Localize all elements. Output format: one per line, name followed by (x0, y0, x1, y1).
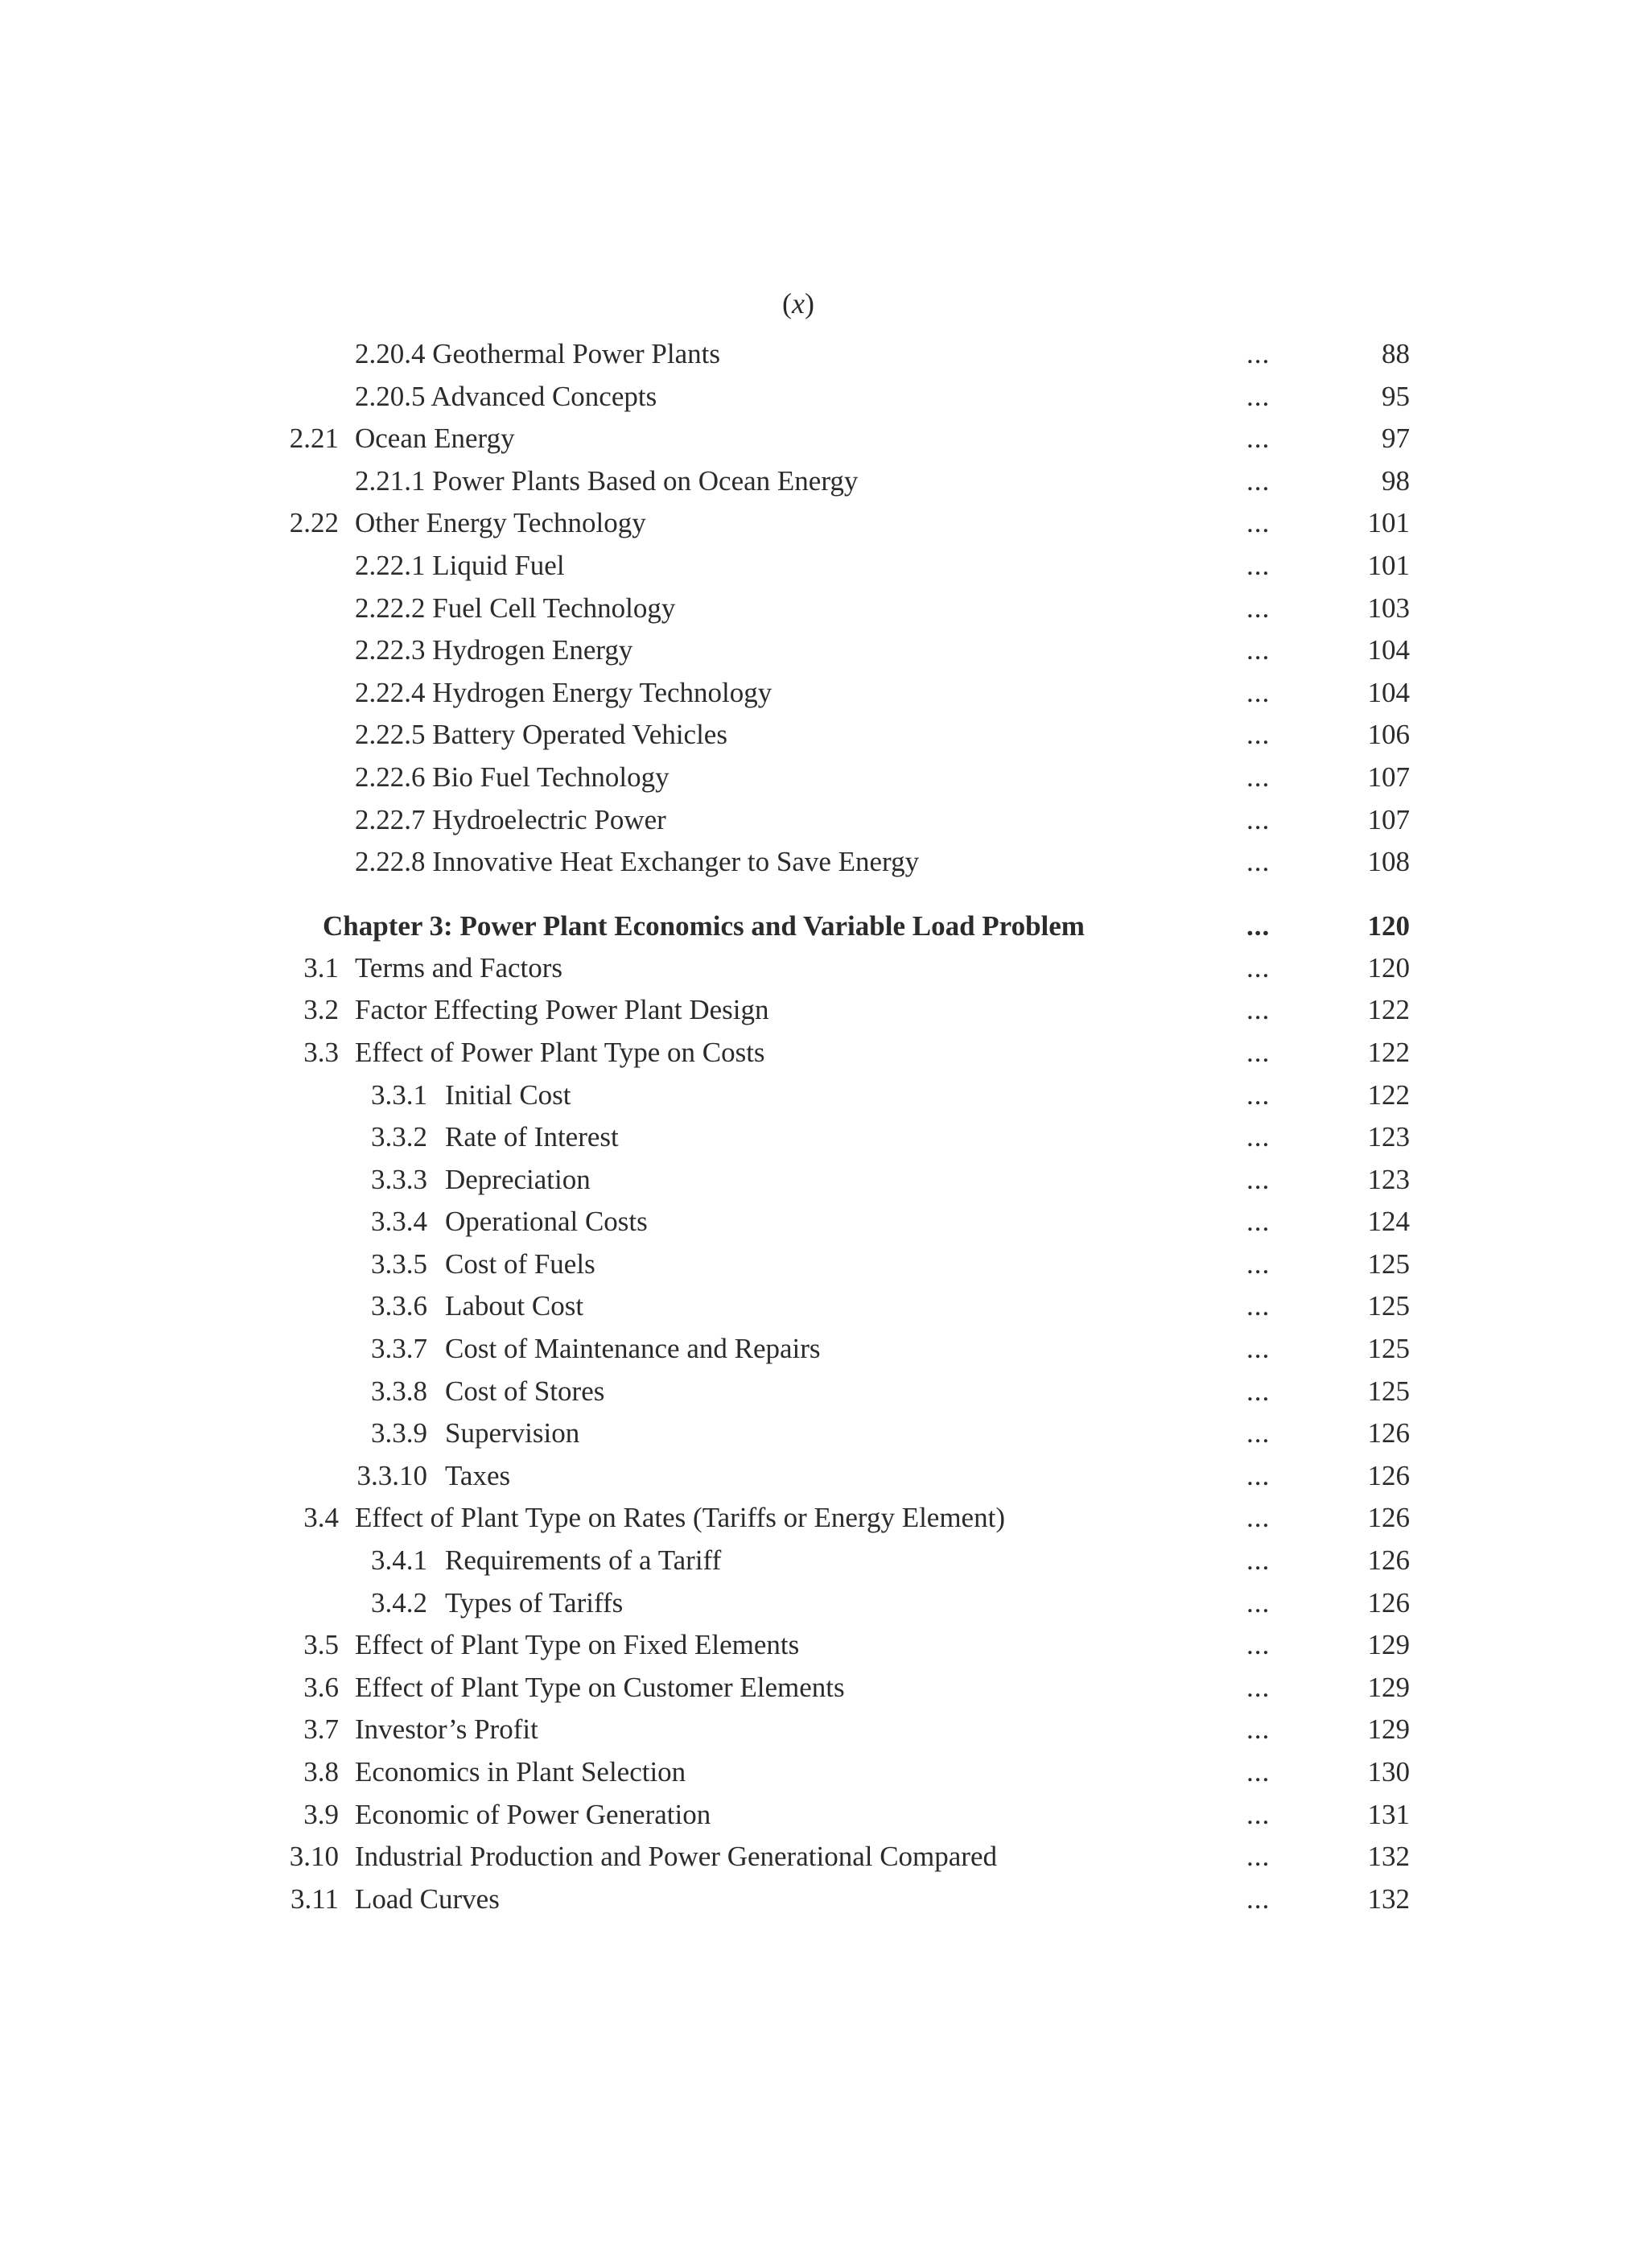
toc-entry-title: Economic of Power Generation (355, 1798, 711, 1830)
toc-leader-dots: ... (1246, 803, 1271, 835)
toc-entry (0, 1667, 1648, 1709)
toc-page-number: 123 (1367, 1121, 1410, 1153)
toc-entry-number: 3.3.8 (371, 1375, 427, 1407)
toc-leader-dots: ... (1246, 634, 1271, 666)
toc-entry-title: Initial Cost (445, 1078, 571, 1111)
toc-entry-title: Labout Cost (445, 1290, 584, 1322)
page-number (0, 287, 1622, 320)
toc-entry (0, 545, 1648, 588)
toc-entry-title: 2.22.7 Hydroelectric Power (355, 803, 666, 835)
toc-page-number: 106 (1367, 719, 1410, 751)
toc-leader-dots: ... (1246, 719, 1271, 751)
toc-entry-number: 3.7 (303, 1713, 339, 1746)
toc-entry-number: 3.1 (303, 951, 339, 983)
toc-entry-title: Other Energy Technology (355, 507, 646, 539)
toc-entry (0, 1412, 1648, 1455)
toc-entry (0, 1582, 1648, 1625)
toc-leader-dots: ... (1246, 1544, 1271, 1577)
toc-entry (0, 1201, 1648, 1243)
toc-entry (0, 841, 1648, 884)
toc-entry (0, 1497, 1648, 1540)
toc-entry-number: 3.3.4 (371, 1206, 427, 1238)
toc-page-number: 107 (1367, 761, 1410, 793)
toc-leader-dots: ... (1246, 1586, 1271, 1619)
toc-entry (0, 1116, 1648, 1159)
toc-entry-number: 3.4.1 (371, 1544, 427, 1577)
toc-entry-number: 3.3.7 (371, 1333, 427, 1365)
toc-entry-title: Effect of Power Plant Type on Costs (355, 1036, 765, 1068)
toc-entry (0, 588, 1648, 630)
toc-entry-number: 2.22 (289, 507, 339, 539)
toc-page-number: 126 (1367, 1586, 1410, 1619)
toc-page-number: 132 (1367, 1882, 1410, 1915)
toc-entry (0, 1624, 1648, 1667)
toc-leader-dots: ... (1246, 507, 1271, 539)
toc-entry (0, 1878, 1648, 1921)
toc-entry (0, 799, 1648, 842)
toc-leader-dots: ... (1246, 1798, 1271, 1830)
toc-entry-title: Operational Costs (445, 1206, 648, 1238)
toc-leader-dots: ... (1246, 1247, 1271, 1280)
toc-entry-title: Chapter 3: Power Plant Economics and Variable Load Problem (323, 909, 1085, 942)
toc-entry-title: 2.20.5 Advanced Concepts (355, 380, 657, 412)
toc-entry-title: Effect of Plant Type on Rates (Tariffs or Energy Element) (355, 1502, 1005, 1534)
toc-entry-number: 3.3.1 (371, 1078, 427, 1111)
toc-page-number: 129 (1367, 1671, 1410, 1703)
toc-page-number: 132 (1367, 1841, 1410, 1873)
toc-entry-number: 3.11 (290, 1882, 339, 1915)
toc-entry-title: Depreciation (445, 1163, 591, 1195)
toc-leader-dots: ... (1246, 1290, 1271, 1322)
toc-page-number: 101 (1367, 507, 1410, 539)
toc-entry-title: 2.22.3 Hydrogen Energy (355, 634, 633, 666)
toc-entry-title: 2.22.2 Fuel Cell Technology (355, 592, 676, 624)
toc-entry (0, 629, 1648, 672)
toc-leader-dots: ... (1246, 951, 1271, 983)
toc-leader-dots: ... (1246, 846, 1271, 878)
toc-entry-title: Cost of Maintenance and Repairs (445, 1333, 821, 1365)
toc-entry-number: 2.21 (289, 423, 339, 455)
toc-page-number: 125 (1367, 1333, 1410, 1365)
toc-entry-title: 2.20.4 Geothermal Power Plants (355, 338, 720, 369)
toc-entry-number: 3.8 (303, 1756, 339, 1788)
toc-entry-title: Terms and Factors (355, 951, 563, 983)
toc-leader-dots: ... (1246, 1163, 1271, 1195)
toc-leader-dots: ... (1246, 994, 1271, 1026)
toc-entry-number: 3.3.10 (356, 1459, 427, 1491)
toc-entry (0, 1751, 1648, 1794)
toc-page-number: 122 (1367, 1078, 1410, 1111)
toc-entry (0, 1159, 1648, 1202)
toc-entry-number: 3.9 (303, 1798, 339, 1830)
page-number-close: ) (804, 287, 814, 320)
toc-entry-title: 2.22.4 Hydrogen Energy Technology (355, 676, 772, 708)
toc-entry (0, 1709, 1648, 1751)
toc-leader-dots: ... (1246, 1375, 1271, 1407)
toc-leader-dots: ... (1246, 676, 1271, 708)
toc-entry (0, 1243, 1648, 1286)
toc-page-number: 97 (1382, 423, 1410, 455)
toc-page-number: 104 (1367, 676, 1410, 708)
toc-entry (0, 672, 1648, 715)
toc-leader-dots: ... (1246, 1671, 1271, 1703)
toc-entry-title: 2.22.6 Bio Fuel Technology (355, 761, 670, 793)
toc-leader-dots: ... (1246, 909, 1271, 942)
toc-entry (0, 989, 1648, 1032)
toc-entry-number: 3.3.6 (371, 1290, 427, 1322)
toc-entry-title: Requirements of a Tariff (445, 1544, 722, 1577)
toc-page-number: 103 (1367, 592, 1410, 624)
toc-leader-dots: ... (1246, 1078, 1271, 1111)
toc-page-number: 120 (1367, 951, 1410, 983)
toc-page-number: 123 (1367, 1163, 1410, 1195)
toc-leader-dots: ... (1246, 761, 1271, 793)
toc-leader-dots: ... (1246, 1629, 1271, 1661)
toc-entry-title: Load Curves (355, 1882, 500, 1915)
toc-entry-title: 2.22.1 Liquid Fuel (355, 549, 565, 581)
toc-entry-title: Effect of Plant Type on Customer Elements (355, 1671, 845, 1703)
toc-entry (0, 1032, 1648, 1074)
toc-entry-title: Cost of Stores (445, 1375, 605, 1407)
toc-entry-number: 3.2 (303, 994, 339, 1026)
toc-leader-dots: ... (1246, 338, 1271, 369)
toc-page-number: 125 (1367, 1247, 1410, 1280)
toc-entry-number: 3.6 (303, 1671, 339, 1703)
toc-leader-dots: ... (1246, 1036, 1271, 1068)
toc-entry (0, 1371, 1648, 1413)
toc-page-number: 101 (1367, 549, 1410, 581)
toc-page-number: 126 (1367, 1544, 1410, 1577)
toc-leader-dots: ... (1246, 592, 1271, 624)
toc-leader-dots: ... (1246, 380, 1271, 412)
toc-entry (0, 502, 1648, 545)
page-number-roman: x (792, 287, 805, 320)
toc-page-number: 120 (1367, 909, 1410, 942)
toc-page-number: 131 (1367, 1798, 1410, 1830)
toc-entry (0, 1285, 1648, 1328)
toc-entry-title: Taxes (445, 1459, 511, 1491)
toc-entry (0, 757, 1648, 799)
toc-page-number: 98 (1382, 464, 1410, 497)
toc-entry-title: Industrial Production and Power Generational Compared (355, 1841, 997, 1873)
toc-leader-dots: ... (1246, 1417, 1271, 1449)
toc-entry-title: Cost of Fuels (445, 1247, 595, 1280)
toc-entry (0, 947, 1648, 990)
toc-entry (0, 1794, 1648, 1837)
toc-entry-title: Factor Effecting Power Plant Design (355, 994, 769, 1026)
toc-page-number: 88 (1382, 338, 1410, 369)
toc-leader-dots: ... (1246, 1206, 1271, 1238)
toc-page-number: 108 (1367, 846, 1410, 878)
toc-entry (0, 333, 1648, 376)
toc-page-number: 129 (1367, 1629, 1410, 1661)
toc-leader-dots: ... (1246, 1459, 1271, 1491)
toc-entry-number: 3.3 (303, 1036, 339, 1068)
toc-page-number: 122 (1367, 1036, 1410, 1068)
toc-entry-title: Investor’s Profit (355, 1713, 538, 1746)
toc-leader-dots: ... (1246, 1882, 1271, 1915)
toc-entry-number: 3.3.3 (371, 1163, 427, 1195)
toc-entry (0, 714, 1648, 757)
toc-leader-dots: ... (1246, 1841, 1271, 1873)
toc-page-number: 126 (1367, 1417, 1410, 1449)
toc-page-number: 125 (1367, 1375, 1410, 1407)
toc-entry-number: 3.3.2 (371, 1121, 427, 1153)
toc-entry-title: Ocean Energy (355, 423, 515, 455)
toc-page-number: 129 (1367, 1713, 1410, 1746)
table-of-contents (0, 333, 1648, 1920)
toc-entry-title: Supervision (445, 1417, 580, 1449)
toc-entry-title: Economics in Plant Selection (355, 1756, 686, 1788)
toc-entry-title: Rate of Interest (445, 1121, 619, 1153)
toc-page-number: 104 (1367, 634, 1410, 666)
toc-entry-title: 2.22.5 Battery Operated Vehicles (355, 719, 727, 751)
toc-leader-dots: ... (1246, 1713, 1271, 1746)
toc-entry-number: 3.5 (303, 1629, 339, 1661)
toc-entry-title: Effect of Plant Type on Fixed Elements (355, 1629, 800, 1661)
toc-page-number: 126 (1367, 1502, 1410, 1534)
toc-entry (0, 1540, 1648, 1582)
toc-entry-number: 3.3.5 (371, 1247, 427, 1280)
toc-entry (0, 376, 1648, 419)
toc-page-number: 122 (1367, 994, 1410, 1026)
toc-leader-dots: ... (1246, 1502, 1271, 1534)
toc-entry-number: 3.4 (303, 1502, 339, 1534)
toc-leader-dots: ... (1246, 464, 1271, 497)
toc-leader-dots: ... (1246, 423, 1271, 455)
toc-page-number: 130 (1367, 1756, 1410, 1788)
toc-entry-number: 3.10 (289, 1841, 339, 1873)
toc-page-number: 126 (1367, 1459, 1410, 1491)
toc-entry (0, 1455, 1648, 1498)
toc-entry (0, 1328, 1648, 1371)
toc-leader-dots: ... (1246, 1756, 1271, 1788)
toc-entry-title: 2.22.8 Innovative Heat Exchanger to Save Energy (355, 846, 920, 878)
page-number-open: ( (782, 287, 792, 320)
toc-entry-title: Types of Tariffs (445, 1586, 624, 1619)
toc-entry (0, 1836, 1648, 1878)
toc-entry (0, 460, 1648, 503)
toc-page-number: 124 (1367, 1206, 1410, 1238)
toc-page-number: 95 (1382, 380, 1410, 412)
toc-entry-title: 2.21.1 Power Plants Based on Ocean Energy (355, 464, 859, 497)
toc-leader-dots: ... (1246, 1333, 1271, 1365)
toc-page-number: 107 (1367, 803, 1410, 835)
toc-entry-number: 3.3.9 (371, 1417, 427, 1449)
toc-leader-dots: ... (1246, 1121, 1271, 1153)
toc-entry (0, 418, 1648, 460)
toc-leader-dots: ... (1246, 549, 1271, 581)
toc-page-number: 125 (1367, 1290, 1410, 1322)
toc-entry (0, 1074, 1648, 1117)
toc-entry-number: 3.4.2 (371, 1586, 427, 1619)
